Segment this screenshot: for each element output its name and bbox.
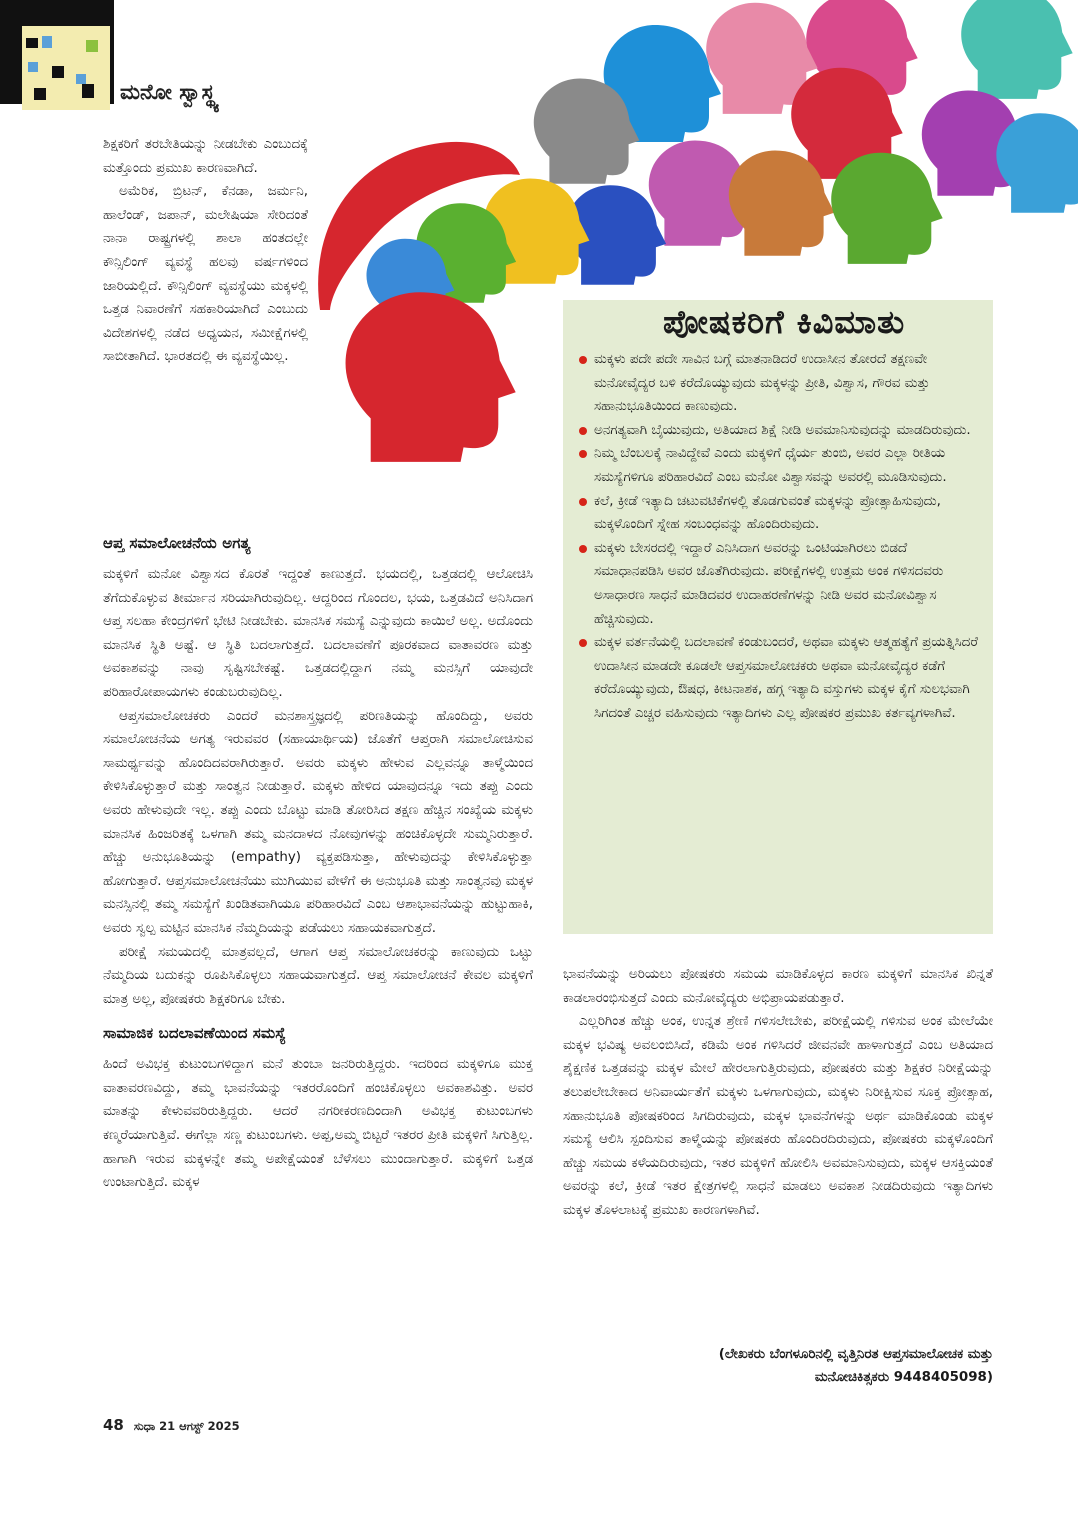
narrow-para-2: ಅಮೆರಿಕ, ಬ್ರಿಟನ್, ಕೆನಡಾ, ಜರ್ಮನಿ, ಹಾಲೆಂಡ್, ಜಪಾನ್, ಮಲೇಷಿಯಾ ಸೇರಿದಂತೆ ನಾನಾ ರಾಷ್ಟ್ರಗಳಲ್ಲಿ ಶಾಲಾ ಹಂತದಲ್ಲೇ ಕೌನ್ಸಿಲಿಂಗ್ ವ್ಯವಸ್ಥೆ ಹಲವು ವರ್ಷಗಳಿಂದ ಜಾರಿಯಲ್ಲಿದೆ. ಕೌನ್ಸಿಲಿಂಗ್ ವ್ಯವಸ್ಥೆಯು ಮಕ್ಕಳಲ್ಲಿ ಒತ್ತಡ ನಿವಾರಣೆಗೆ ಸಹಕಾರಿಯಾಗಿದೆ ಎಂಬುದು ವಿದೇಶಗಳಲ್ಲಿ ನಡೆದ ಅಧ್ಯಯನ, ಸಮೀಕ್ಷೆಗಳಲ್ಲಿ ಸಾಬೀತಾಗಿದೆ. ಭಾರತದಲ್ಲಿ ಈ ವ್ಯವಸ್ಥೆಯಿಲ್ಲ. — [103, 184, 308, 365]
tip-item: ಮಕ್ಕಳ ವರ್ತನೆಯಲ್ಲಿ ಬದಲಾವಣೆ ಕಂಡುಬಂದರೆ, ಅಥವಾ ಮಕ್ಕಳು ಆತ್ಮಹತ್ಯೆಗೆ ಪ್ರಯತ್ನಿಸಿದರೆ ಉದಾಸೀನ ಮಾಡದೇ ಕೂಡಲೇ ಆಪ್ತಸಮಾಲೋಚಕರು ಅಥವಾ ಮನೋವೈದ್ಯರ ಕಡೆಗೆ ಕರೆದೊಯ್ಯುವುದು, ಔಷಧ, ಕೀಟನಾಶಕ, ಹಗ್ಗ ಇತ್ಯಾದಿ ವಸ್ತುಗಳು ಮಕ್ಕಳ ಕೈಗೆ ಸುಲಭವಾಗಿ ಸಿಗದಂತೆ ಎಚ್ಚರ ವಹಿಸುವುದು ಇತ್ಯಾದಿಗಳು ಎಲ್ಲ ಪೋಷಕರ ಪ್ರಮುಖ ಕರ್ತವ್ಯಗಳಾಗಿವೆ. — [578, 631, 978, 725]
tip-item: ಮಕ್ಕಳು ಪದೇ ಪದೇ ಸಾವಿನ ಬಗ್ಗೆ ಮಾತನಾಡಿದರೆ ಉದಾಸೀನ ತೋರದೆ ತಕ್ಷಣವೇ ಮನೋವೈದ್ಯರ ಬಳಿ ಕರೆದೊಯ್ಯುವುದು ಮಕ್ಕಳನ್ನು ಪ್ರೀತಿ, ವಿಶ್ವಾಸ, ಗೌರವ ಮತ್ತು ಸಹಾನುಭೂತಿಯಿಂದ ಕಾಣುವುದು. — [578, 348, 978, 419]
page-number: 48 — [103, 1416, 124, 1434]
heading-counselling-need: ಆಪ್ತ ಸಮಾಲೋಚನೆಯ ಅಗತ್ಯ — [103, 534, 251, 552]
right-para-2: ಎಲ್ಲರಿಗಿಂತ ಹೆಚ್ಚು ಅಂಕ, ಉನ್ನತ ಶ್ರೇಣಿ ಗಳಿಸಲೇಬೇಕು, ಪರೀಕ್ಷೆಯಲ್ಲಿ ಗಳಿಸುವ ಅಂಕ ಮೇಲೆಯೇ ಮಕ್ಕಳ ಭವಿಷ್ಯ ಅವಲಂಬಿಸಿದೆ, ಕಡಿಮೆ ಅಂಕ ಗಳಿಸಿದರೆ ಜೀವನವೇ ಹಾಳಾಗುತ್ತದೆ ಎಂಬ ಅತಿಯಾದ ಶೈಕ್ಷಣಿಕ ಒತ್ತಡವನ್ನು ಮಕ್ಕಳ ಮೇಲೆ ಹೇರಲಾಗುತ್ತಿರುವುದು, ಪೋಷಕರು ಮತ್ತು ಶಿಕ್ಷಕರ ನಿರೀಕ್ಷೆಯನ್ನು ತಲುಪಲೇಬೇಕಾದ ಅನಿವಾರ್ಯತೆಗೆ ಮಕ್ಕಳು ಒಳಗಾಗುವುದು, ಮಕ್ಕಳು ನಿರೀಕ್ಷಿಸುವ ಸೂಕ್ತ ಪ್ರೋತ್ಸಾಹ, ಸಹಾನುಭೂತಿ ಪೋಷಕರಿಂದ ಸಿಗದಿರುವುದು, ಮಕ್ಕಳ ಭಾವನೆಗಳನ್ನು ಅರ್ಥ ಮಾಡಿಕೊಂಡು ಮಕ್ಕಳ ಸಮಸ್ಯೆ ಆಲಿಸಿ ಸ್ಪಂದಿಸುವ ತಾಳ್ಮೆಯನ್ನು ಪೋಷಕರು ಹೊಂದಿರದಿರುವುದು, ಪೋಷಕರು ಮಕ್ಕಳೊಂದಿಗೆ ಹೆಚ್ಚು ಸಮಯ ಕಳೆಯದಿರುವುದು, ಇತರ ಮಕ್ಕಳಿಗೆ ಹೋಲಿಸಿ ಅವಮಾನಿಸುವುದು, ಮಕ್ಕಳ ಆಸಕ್ತಿಯಂತೆ ಅವರನ್ನು ಕಲೆ, ಕ್ರೀಡೆ ಇತರ ಕ್ಷೇತ್ರಗಳಲ್ಲಿ ಸಾಧನೆ ಮಾಡಲು ಅವಕಾಶ ನೀಡದಿರುವುದು ಇತ್ಯಾದಿಗಳು ಮಕ್ಕಳ ತೊಳಲಾಟಕ್ಕೆ ಪ್ರಮುಖ ಕಾರಣಗಳಾಗಿವೆ. — [563, 1014, 993, 1218]
tip-item: ಕಲೆ, ಕ್ರೀಡೆ ಇತ್ಯಾದಿ ಚಟುವಟಿಕೆಗಳಲ್ಲಿ ತೊಡಗುವಂತೆ ಮಕ್ಕಳನ್ನು ಪ್ರೋತ್ಸಾಹಿಸುವುದು, ಮಕ್ಕಳೊಂದಿಗೆ ಸ್ನೇಹ ಸಂಬಂಧವನ್ನು ಹೊಂದಿರುವುದು. — [578, 490, 978, 537]
tip-item: ಮಕ್ಕಳು ಬೇಸರದಲ್ಲಿ ಇದ್ದಾರೆ ಎನಿಸಿದಾಗ ಅವರನ್ನು ಒಂಟಿಯಾಗಿರಲು ಬಿಡದೆ ಸಮಾಧಾನಪಡಿಸಿ ಅವರ ಜೊತೆಗಿರುವುದು. ಪರೀಕ್ಷೆಗಳಲ್ಲಿ ಉತ್ತಮ ಅಂಕ ಗಳಿಸದವರು ಅಸಾಧಾರಣ ಸಾಧನೆ ಮಾಡಿದವರ ಉದಾಹರಣೆಗಳನ್ನು ನೀಡಿ ಅವರ ಮನೋವಿಶ್ವಾಸ ಹೆಚ್ಚಿಸುವುದು. — [578, 537, 978, 631]
tips-title: ಪೋಷಕರಿಗೆ ಕಿವಿಮಾತು — [663, 303, 906, 341]
narrow-para-1: ಶಿಕ್ಷಕರಿಗೆ ತರಬೇತಿಯನ್ನು ನೀಡಬೇಕು ಎಂಬುದಕ್ಕೆ ಮತ್ತೊಂದು ಪ್ರಮುಖ ಕಾರಣವಾಗಿದೆ. — [103, 137, 308, 176]
author-note-line-2: ಮನೋಚಿಕಿತ್ಸಕರು 9448405098) — [814, 1370, 993, 1385]
page-footer — [103, 1416, 240, 1434]
heading-social-change: ಸಾಮಾಜಿಕ ಬದಲಾವಣೆಯಿಂದ ಸಮಸ್ಯೆ — [103, 1024, 287, 1043]
section-logo — [22, 26, 110, 110]
author-note — [563, 1343, 993, 1389]
left-para-3: ಪರೀಕ್ಷೆ ಸಮಯದಲ್ಲಿ ಮಾತ್ರವಲ್ಲದೆ, ಆಗಾಗ ಆಪ್ತ ಸಮಾಲೋಚಕರನ್ನು ಕಾಣುವುದು ಒಟ್ಟು ನೆಮ್ಮದಿಯ ಬದುಕನ್ನು ರೂಪಿಸಿಕೊಳ್ಳಲು ಸಹಾಯವಾಗುತ್ತದೆ. ಆಪ್ತ ಸಮಾಲೋಚನೆ ಕೇವಲ ಮಕ್ಕಳಿಗೆ ಮಾತ್ರ ಅಲ್ಲ, ಪೋಷಕರು ಶಿಕ್ಷಕರಿಗೂ ಬೇಕು. — [103, 944, 533, 1007]
right-para-1: ಭಾವನೆಯನ್ನು ಅರಿಯಲು ಪೋಷಕರು ಸಮಯ ಮಾಡಿಕೊಳ್ಳದ ಕಾರಣ ಮಕ್ಕಳಿಗೆ ಮಾನಸಿಕ ಖಿನ್ನತೆ ಕಾಡಲಾರಂಭಿಸುತ್ತದೆ ಎಂದು ಮನೋವೈದ್ಯರು ಅಭಿಪ್ರಾಯಪಡುತ್ತಾರೆ. — [563, 967, 993, 1006]
narrow-column — [103, 133, 308, 369]
tip-item: ಅನಗತ್ಯವಾಗಿ ಬೈಯುವುದು, ಅತಿಯಾದ ಶಿಕ್ಷೆ ನೀಡಿ ಅವಮಾನಿಸುವುದನ್ನು ಮಾಡದಿರುವುದು. — [578, 419, 978, 443]
right-column — [563, 963, 993, 1223]
left-para-1: ಮಕ್ಕಳಿಗೆ ಮನೋ ವಿಶ್ವಾಸದ ಕೊರತೆ ಇದ್ದಂತೆ ಕಾಣುತ್ತದೆ. ಭಯದಲ್ಲಿ, ಒತ್ತಡದಲ್ಲಿ ಆಲೋಚಿಸಿ ತೆಗೆದುಕೊಳ್ಳುವ ತೀರ್ಮಾನ ಸರಿಯಾಗಿರುವುದಿಲ್ಲ. ಆದ್ದರಿಂದ ಗೊಂದಲ, ಭಯ, ಒತ್ತಡವಿದೆ ಅನಿಸಿದಾಗ ಆಪ್ತ ಸಲಹಾ ಕೇಂದ್ರಗಳಿಗೆ ಭೇಟಿ ನೀಡಬೇಕು. ಮಾನಸಿಕ ಸಮಸ್ಯೆ ಎನ್ನುವುದು ಕಾಯಿಲೆ ಅಲ್ಲ. ಅದೊಂದು ಮಾನಸಿಕ ಸ್ಥಿತಿ ಅಷ್ಟೆ. ಆ ಸ್ಥಿತಿ ಬದಲಾಗುತ್ತದೆ. ಬದಲಾವಣೆಗೆ ಪೂರಕವಾದ ವಾತಾವರಣ ಮತ್ತು ಅವಕಾಶವನ್ನು ನಾವು ಸೃಷ್ಟಿಸಬೇಕಷ್ಟೆ. ಒತ್ತಡದಲ್ಲಿದ್ದಾಗ ನಮ್ಮ ಮನಸ್ಸಿಗೆ ಯಾವುದೇ ಪರಿಹಾರೋಪಾಯಗಳು ಕಂಡುಬರುವುದಿಲ್ಲ. — [103, 567, 533, 700]
publication-info: ಸುಧಾ 21 ಆಗಸ್ಟ್ 2025 — [133, 1419, 240, 1433]
tip-item: ನಿಮ್ಮ ಬೆಂಬಲಕ್ಕೆ ನಾವಿದ್ದೇವೆ ಎಂದು ಮಕ್ಕಳಿಗೆ ಧೈರ್ಯ ತುಂಬಿ, ಅವರ ಎಲ್ಲಾ ರೀತಿಯ ಸಮಸ್ಯೆಗಳಿಗೂ ಪರಿಹಾರವಿದೆ ಎಂಬ ಮನೋ ವಿಶ್ವಾಸವನ್ನು ಅವರಲ್ಲಿ ಮೂಡಿಸುವುದು. — [578, 442, 978, 489]
left-para-4: ಹಿಂದೆ ಅವಿಭಕ್ತ ಕುಟುಂಬಗಳಿದ್ದಾಗ ಮನೆ ತುಂಬಾ ಜನರಿರುತ್ತಿದ್ದರು. ಇದರಿಂದ ಮಕ್ಕಳಿಗೂ ಮುಕ್ತ ವಾತಾವರಣವಿದ್ದು, ತಮ್ಮ ಭಾವನೆಯನ್ನು ಇತರರೊಂದಿಗೆ ಹಂಚಿಕೊಳ್ಳಲು ಅವಕಾಶವಿತ್ತು. ಅವರ ಮಾತನ್ನು ಕೇಳುವವರಿರುತ್ತಿದ್ದರು. ಆದರೆ ನಗರೀಕರಣದಿಂದಾಗಿ ಅವಿಭಕ್ತ ಕುಟುಂಬಗಳು ಕಣ್ಮರೆಯಾಗುತ್ತಿವೆ. ಈಗೆಲ್ಲಾ ಸಣ್ಣ ಕುಟುಂಬಗಳು. ಅಪ್ಪ,ಅಮ್ಮ ಬಿಟ್ಟರೆ ಇತರರ ಪ್ರೀತಿ ಮಕ್ಕಳಿಗೆ ಸಿಗುತ್ತಿಲ್ಲ. ಹಾಗಾಗಿ ಇರುವ ಮಕ್ಕಳನ್ನೇ ತಮ್ಮ ಅಪೇಕ್ಷೆಯಂತೆ ಬೆಳೆಸಲು ಮುಂದಾಗುತ್ತಾರೆ. ಮಕ್ಕಳಿಗೆ ಒತ್ತಡ ಉಂಟಾಗುತ್ತಿದೆ. ಮಕ್ಕಳ — [103, 1057, 533, 1191]
section-title: ಮನೋ ಸ್ವಾಸ್ಥ್ಯ — [120, 80, 219, 104]
author-note-line-1: (ಲೇಖಕರು ಬೆಂಗಳೂರಿನಲ್ಲಿ ವೃತ್ತಿನಿರತ ಆಪ್ತಸಮಾಲೋಚಕ ಮತ್ತು — [718, 1347, 993, 1362]
left-column — [103, 521, 533, 1195]
left-para-2: ಆಪ್ತಸಮಾಲೋಚಕರು ಎಂದರೆ ಮನಶಾಸ್ತ್ರಜ್ಞದಲ್ಲಿ ಪರಿಣತಿಯನ್ನು ಹೊಂದಿದ್ದು, ಅವರು ಸಮಾಲೋಚನೆಯ ಅಗತ್ಯ ಇರುವವರ (ಸಹಾಯಾರ್ಥಿಯ) ಜೊತೆಗೆ ಆಪ್ತರಾಗಿ ಸಮಾಲೋಚಿಸುವ ಸಾಮರ್ಥ್ಯವನ್ನು ಹೊಂದಿದವರಾಗಿರುತ್ತಾರೆ. ಅವರು ಮಕ್ಕಳು ಹೇಳುವ ಎಲ್ಲವನ್ನೂ ತಾಳ್ಮೆಯಿಂದ ಕೇಳಿಸಿಕೊಳ್ಳುತ್ತಾರೆ ಮತ್ತು ಸಾಂತ್ವನ ನೀಡುತ್ತಾರೆ. ಮಕ್ಕಳು ಹೇಳಿದ ಯಾವುದನ್ನೂ ಇದು ತಪ್ಪು ಎಂದು ಅವರು ಹೇಳುವುದೇ ಇಲ್ಲ. ತಪ್ಪು ಎಂದು ಬೊಟ್ಟು ಮಾಡಿ ತೋರಿಸಿದ ತಕ್ಷಣ ಹೆಚ್ಚಿನ ಸಂಖ್ಯೆಯ ಮಕ್ಕಳು ಮಾನಸಿಕ ಹಿಂಜರಿತಕ್ಕೆ ಒಳಗಾಗಿ ತಮ್ಮ ಮನದಾಳದ ನೋವುಗಳನ್ನು ಹಂಚಿಕೊಳ್ಳದೇ ಸುಮ್ಮನಿರುತ್ತಾರೆ. ಹೆಚ್ಚು ಅನುಭೂತಿಯನ್ನು (empathy) ವ್ಯಕ್ತಪಡಿಸುತ್ತಾ, ಹೇಳುವುದನ್ನು ಕೇಳಿಸಿಕೊಳ್ಳುತ್ತಾ ಹೋಗುತ್ತಾರೆ. ಆಪ್ತಸಮಾಲೋಚನೆಯು ಮುಗಿಯುವ ವೇಳೆಗೆ ಈ ಅನುಭೂತಿ ಮತ್ತು ಸಾಂತ್ವನವು ಮಕ್ಕಳ ಮನಸ್ಸಿನಲ್ಲಿ ತಮ್ಮ ಸಮಸ್ಯೆಗೆ ಖಂಡಿತವಾಗಿಯೂ ಪರಿಹಾರವಿದೆ ಎಂಬ ಆಶಾಭಾವನೆಯನ್ನು ಹುಟ್ಟುಹಾಕಿ, ಅವರು ಸ್ವಲ್ಪ ಮಟ್ಟಿನ ಮಾನಸಿಕ ನೆಮ್ಮದಿಯನ್ನು ಪಡೆಯಲು ಸಹಾಯಕವಾಗುತ್ತದೆ. — [103, 708, 533, 936]
tips-list — [578, 348, 978, 726]
